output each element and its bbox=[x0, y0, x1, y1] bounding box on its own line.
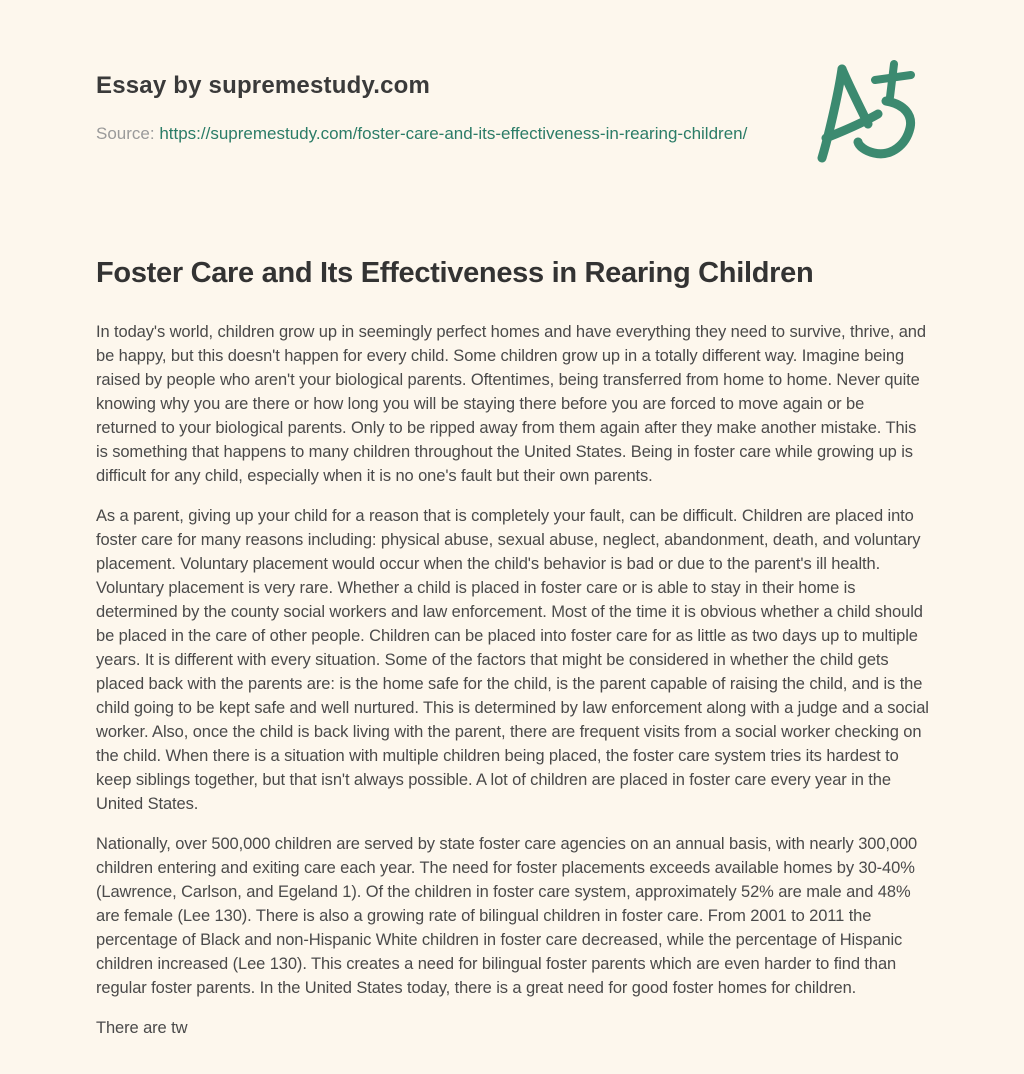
essay-main bbox=[96, 254, 929, 1040]
source-label: Source: bbox=[96, 124, 155, 143]
a-plus-logo-icon bbox=[812, 58, 944, 180]
essay-paragraph: There are tw bbox=[96, 1019, 188, 1038]
essay-body bbox=[96, 320, 929, 1040]
essay-paragraph: As a parent, giving up your child for a reason that is completely your fault, can be difficult. Children are placed into foster care for many reasons including: physical abuse, sexual abuse, neglect, abandonment, death, and voluntary placement. Voluntary placement would occur when the child's behavior is bad or due to the parent's ill health. Voluntary placement is very rare. Whether a child is placed in foster care or is able to stay in their home is determined by the county social workers and law enforcement. Most of the time it is obvious whether a child should be placed in the care of other people. Children can be placed into foster care for as little as two days up to multiple years. It is different with every situation. Some of the factors that might be considered in whether the child gets placed back with the parents are: is the home safe for the child, is the parent capable of raising the child, and is the child going to be kept safe and well nurtured. This is determined by law enforcement along with a judge and a social worker. Also, once the child is back living with the parent, there are frequent visits from a social worker checking on the child. When there is a situation with multiple children being placed, the foster care system tries its hardest to keep siblings together, but that isn't always possible. A lot of children are placed in foster care every year in the United States. bbox=[96, 507, 929, 814]
source-link[interactable]: https://supremestudy.com/foster-care-and-its-effectiveness-in-rearing-children/ bbox=[159, 124, 748, 143]
page-header bbox=[96, 72, 929, 144]
essay-paragraph: Nationally, over 500,000 children are served by state foster care agencies on an annual basis, with nearly 300,000 children entering and exiting care each year. The need for foster placements exceeds available homes by 30-40% (Lawrence, Carlson, and Egeland 1). Of the children in foster care system, approximately 52% are male and 48% are female (Lee 130). There is also a growing rate of bilingual children in foster care. From 2001 to 2011 the percentage of Black and non-Hispanic White children in foster care decreased, while the percentage of Hispanic children increased (Lee 130). This creates a need for bilingual foster parents which are even harder to find than regular foster parents. In the United States today, there is a great need for good foster homes for children. bbox=[96, 835, 918, 998]
source-line bbox=[96, 124, 929, 144]
site-byline: Essay by supremestudy.com bbox=[96, 72, 431, 99]
essay-paragraph: In today's world, children grow up in seemingly perfect homes and have everything they need to survive, thrive, and be happy, but this doesn't happen for every child. Some children grow up in a totally different way. Imagine being raised by people who aren't your biological parents. Oftentimes, being transferred from home to home. Never quite knowing why you are there or how long you will be staying there before you are forced to move again or be returned to your biological parents. Only to be ripped away from them again after they make another mistake. This is something that happens to many children throughout the United States. Being in foster care while growing up is difficult for any child, especially when it is no one's fault but their own parents. bbox=[96, 323, 926, 486]
essay-title: Foster Care and Its Effectiveness in Rearing Children bbox=[96, 257, 814, 289]
